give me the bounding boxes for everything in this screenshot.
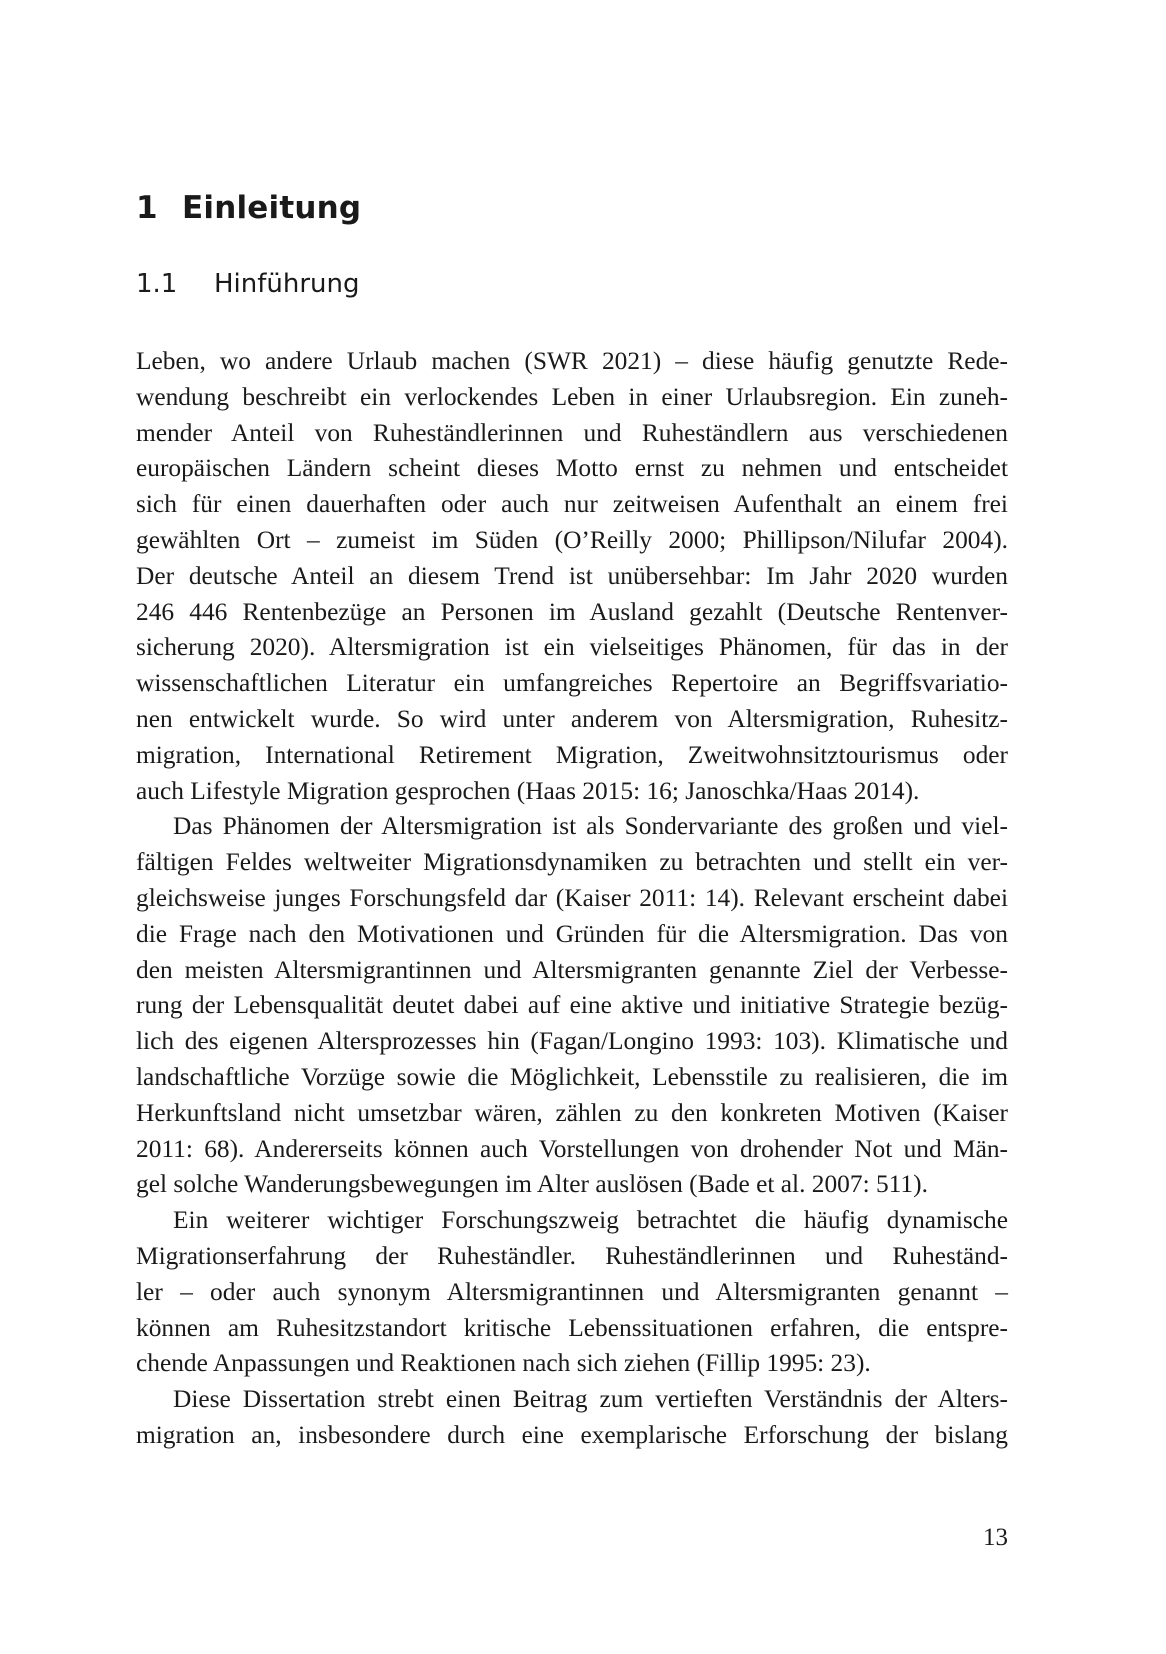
- text-line: migration an, insbesondere durch eine exemplarische Erforschung der bislang: [136, 1420, 1008, 1449]
- paragraph: [136, 1382, 1008, 1454]
- text-line: 2011: 68). Andererseits können auch Vorstellungen von drohender Not und Män-: [136, 1134, 1008, 1163]
- text-line: können am Ruhesitzstandort kritische Lebenssituationen erfahren, die entspre-: [136, 1313, 1008, 1342]
- text-line: nen entwickelt wurde. So wird unter anderem von Altersmigration, Ruhesitz-: [136, 704, 1008, 733]
- page-number: 13: [983, 1524, 1008, 1551]
- chapter-number: 1: [136, 190, 158, 226]
- text-line: den meisten Altersmigrantinnen und Altersmigranten genannte Ziel der Verbesse-: [136, 955, 1008, 984]
- text-line: ler – oder auch synonym Altersmigrantinnen und Altersmigranten genannt –: [136, 1277, 1008, 1306]
- text-line: sich für einen dauerhaften oder auch nur zeitweisen Aufenthalt an einem frei: [136, 490, 1008, 519]
- text-line: gel solche Wanderungsbewegungen im Alter auslösen (Bade et al. 2007: 511).: [136, 1170, 928, 1199]
- body-text: [136, 344, 1008, 1454]
- text-line: 246 446 Rentenbezüge an Personen im Ausland gezahlt (Deutsche Rentenver-: [136, 597, 1008, 626]
- text-line: Leben, wo andere Urlaub machen (SWR 2021) – diese häufig genutzte Rede-: [136, 347, 1008, 375]
- text-line: Herkunftsland nicht umsetzbar wären, zählen zu den konkreten Motiven (Kaiser: [136, 1098, 1008, 1127]
- text-line: Das Phänomen der Altersmigration ist als Sondervariante des großen und viel-: [173, 812, 1008, 841]
- text-line: Der deutsche Anteil an diesem Trend ist unübersehbar: Im Jahr 2020 wurden: [136, 561, 1008, 590]
- text-line: auch Lifestyle Migration gesprochen (Haas 2015: 16; Janoschka/Haas 2014).: [136, 776, 920, 805]
- text-line: migration, International Retirement Migration, Zweitwohnsitztourismus oder: [136, 740, 1008, 769]
- text-line: gewählten Ort – zumeist im Süden (O’Reilly 2000; Phillipson/Nilufar 2004).: [136, 525, 1008, 554]
- text-line: europäischen Ländern scheint dieses Motto ernst zu nehmen und entscheidet: [136, 454, 1008, 483]
- chapter-heading: [136, 188, 361, 228]
- text-line: sicherung 2020). Altersmigration ist ein vielseitiges Phänomen, für das in der: [136, 633, 1008, 662]
- text-line: rung der Lebensqualität deutet dabei auf eine aktive und initiative Strategie bezüg-: [136, 991, 1008, 1020]
- chapter-title: Einleitung: [182, 190, 362, 226]
- text-line: wendung beschreibt ein verlockendes Leben in einer Urlaubsregion. Ein zuneh-: [136, 382, 1008, 411]
- section-title: Hinführung: [214, 269, 360, 299]
- text-line: chende Anpassungen und Reaktionen nach sich ziehen (Fillip 1995: 23).: [136, 1349, 871, 1378]
- text-line: Migrationserfahrung der Ruheständler. Ruheständlerinnen und Ruheständ-: [136, 1241, 1008, 1270]
- paragraph: [136, 344, 1008, 809]
- section-number: 1.1: [136, 269, 178, 299]
- text-line: wissenschaftlichen Literatur ein umfangreiches Repertoire an Begriffsvariatio-: [136, 669, 1008, 698]
- text-line: Diese Dissertation strebt einen Beitrag zum vertieften Verständnis der Alters-: [173, 1385, 1008, 1414]
- text-line: die Frage nach den Motivationen und Gründen für die Altersmigration. Das von: [136, 919, 1008, 948]
- text-line: mender Anteil von Ruheständlerinnen und Ruheständlern aus verschiedenen: [136, 418, 1008, 447]
- paragraph: [136, 1203, 1008, 1382]
- text-line: fältigen Feldes weltweiter Migrationsdynamiken zu betrachten und stellt ein ver-: [136, 848, 1008, 877]
- text-line: Ein weiterer wichtiger Forschungszweig betrachtet die häufig dynamische: [173, 1206, 1008, 1235]
- text-line: gleichsweise junges Forschungsfeld dar (Kaiser 2011: 14). Relevant erscheint dabei: [136, 883, 1008, 912]
- text-line: landschaftliche Vorzüge sowie die Möglichkeit, Lebensstile zu realisieren, die im: [136, 1062, 1008, 1091]
- section-heading: [136, 266, 360, 302]
- text-line: lich des eigenen Altersprozesses hin (Fagan/Longino 1993: 103). Klimatische und: [136, 1027, 1008, 1056]
- paragraph: [136, 809, 1008, 1203]
